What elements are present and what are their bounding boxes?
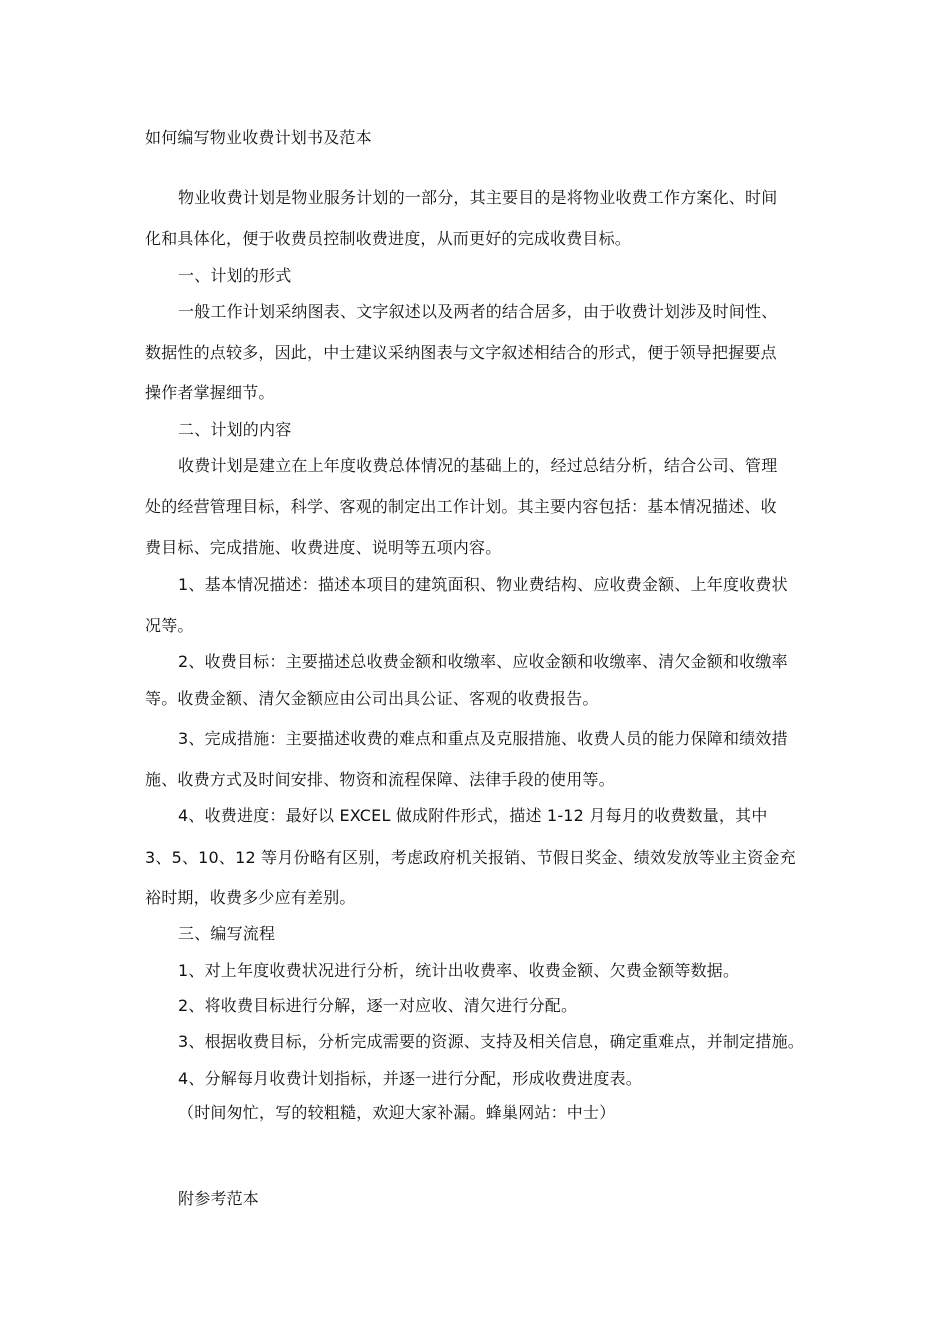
paragraph-line: 物业收费计划是物业服务计划的一部分，其主要目的是将物业收费工作方案化、时间: [178, 188, 778, 207]
document-title: 如何编写物业收费计划书及范本: [145, 128, 372, 147]
list-item-line: 4、收费进度：最好以 EXCEL 做成附件形式，描述 1-12 月每月的收费数量，其中: [178, 806, 768, 825]
section-heading: 一、计划的形式: [178, 266, 292, 285]
list-item-line: 1、基本情况描述：描述本项目的建筑面积、物业费结构、应收费金额、上年度收费状: [178, 575, 788, 594]
paragraph-line: 处的经营管理目标，科学、客观的制定出工作计划。其主要内容包括：基本情况描述、收: [145, 497, 777, 516]
list-item-line: 2、收费目标：主要描述总收费金额和收缴率、应收金额和收缴率、清欠金额和收缴率: [178, 652, 788, 671]
paragraph-line: 收费计划是建立在上年度收费总体情况的基础上的，经过总结分析，结合公司、管理: [178, 456, 778, 475]
paragraph-line: 化和具体化，便于收费员控制收费进度，从而更好的完成收费目标。: [145, 229, 632, 248]
section-heading: 二、计划的内容: [178, 420, 292, 439]
paragraph-line: 操作者掌握细节。: [145, 383, 275, 402]
list-item-line: 3、完成措施：主要描述收费的难点和重点及克服措施、收费人员的能力保障和绩效措: [178, 729, 788, 748]
list-item-line: 况等。: [145, 616, 194, 635]
paragraph-line: 费目标、完成措施、收费进度、说明等五项内容。: [145, 538, 502, 557]
paragraph-line: 数据性的点较多，因此，中士建议采纳图表与文字叙述相结合的形式，便于领导把握要点: [145, 343, 777, 362]
list-item-line: 1、对上年度收费状况进行分析，统计出收费率、收费金额、欠费金额等数据。: [178, 961, 740, 980]
list-item-line: 3、5、10、12 等月份略有区别，考虑政府机关报销、节假日奖金、绩效发放等业主资金充: [145, 848, 796, 867]
note-line: （时间匆忙，写的较粗糙，欢迎大家补漏。蜂巢网站：中士）: [178, 1103, 616, 1122]
section-heading: 三、编写流程: [178, 924, 276, 943]
paragraph-line: 一般工作计划采纳图表、文字叙述以及两者的结合居多，由于收费计划涉及时间性、: [178, 302, 778, 321]
appendix-label: 附参考范本: [178, 1189, 260, 1208]
list-item-line: 等。收费金额、清欠金额应由公司出具公证、客观的收费报告。: [145, 689, 599, 708]
list-item-line: 4、分解每月收费计划指标，并逐一进行分配，形成收费进度表。: [178, 1069, 642, 1088]
list-item-line: 施、收费方式及时间安排、物资和流程保障、法律手段的使用等。: [145, 770, 615, 789]
list-item-line: 3、根据收费目标，分析完成需要的资源、支持及相关信息，确定重难点，并制定措施。: [178, 1032, 804, 1051]
list-item-line: 2、将收费目标进行分解，逐一对应收、清欠进行分配。: [178, 996, 578, 1015]
list-item-line: 裕时期，收费多少应有差别。: [145, 888, 356, 907]
